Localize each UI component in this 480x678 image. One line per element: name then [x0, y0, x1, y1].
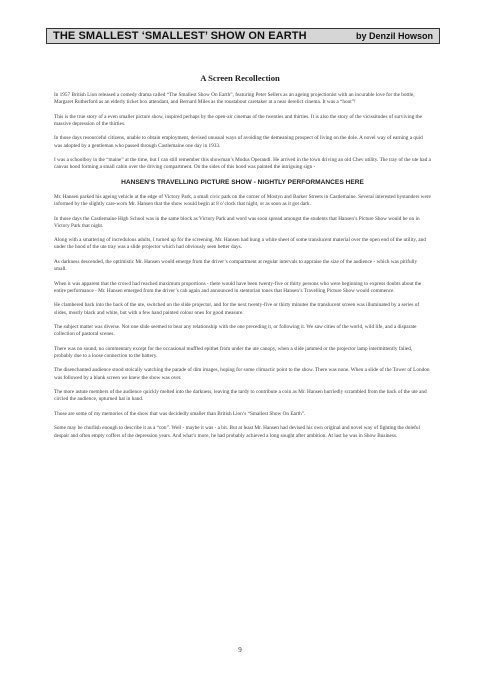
paragraph: The disenchanted audience stood stoically watching the parade of dim images, hoping for some climactic point to the show. There was none. When a slide of the Tower of London was followed by a blank screen we knew the show was over.: [54, 367, 430, 381]
paragraph: The more astute members of the audience quickly melted into the darkness, leaving the tardy to contribute a coin as Mr. Hansen hurriedly scrambled from the back of the ute and circled the audience, upturned hat in hand.: [54, 389, 427, 403]
paragraph: As darkness descended, the optimistic Mr. Hansen would emerge from the driver’s compartment at regular intervals to appraise the size of the audience - which was pitifully small.: [54, 258, 418, 273]
article-header-box: [46, 28, 440, 44]
paragraph: He clambered back into the back of the ute, switched on the slide projector, and for the next twenty-five or thirty minutes the translucent screen was illuminated by a series of slides, mostly black and white, but with a few hand painted colour ones for good measure.: [54, 302, 420, 316]
section-heading: HANSEN’S TRAVELLING PICTURE SHOW - NIGHTLY PERFORMANCES HERE: [121, 178, 364, 186]
paragraph: Those are some of my memories of the show that was decidedly smaller than British Lion’s “Smallest Show On Earth”.: [54, 410, 306, 417]
paragraph: This is the true story of a even smaller picture show, inspired perhaps by the open-air cinemas of the twenties and thirties. It is also the story of the vicissitudes of surviving the massive depression of the thirties.: [54, 113, 422, 127]
article-subtitle: A Screen Recollection: [200, 73, 280, 83]
paragraph: I was a schoolboy in the “maine” at the time, but I can still remember this showman’s Modus Operandi. He arrived in the town driving an old Chev utility. The tray of the ute had a canvas hood forming a small cabin over the driving compartment. On the sides of this hood was painted the intriguing sign -: [54, 157, 431, 171]
paragraph: Some may be churlish enough to describe it as a “con”. Well - maybe it was - a bit. But at least Mr. Hansen had devised his own original and novel way of fighting the doleful despair and often empty coffers of the depression years. And what’s more, he had probably achieved a long sought after ambition. At last he was in Show Business.: [54, 425, 421, 439]
paragraph: When it was apparent that the crowd had reached maximum proportions - there would have been twenty-five or thirty persons who were beginning to express doubts about the entire performance - Mr. Hansen emerged from the driver’s cab again and announced in stentorian tones that Hansen’s Travelling Picture Show would commence.: [54, 280, 422, 294]
paragraph: In 1957 British Lion released a comedy drama called “The Smallest Show On Earth”, featuring Peter Sellers as an ageing projectionist with an incurable love for the bottle, Margaret Rutherford as an elderly ticket box attendant, and Bernard Miles as the roustabout caretaker at a near derelict cinema. It was a “hoot”!: [54, 92, 415, 106]
paragraph: In those days the Castlemaine High School was in the same block as Victory Park and word was soon spread amongst the students that Hansen’s Picture Show would be on in Victory Park that night.: [54, 215, 420, 229]
paragraph: The subject matter was diverse. Not one slide seemed to bear any relationship with the one preceding it, or following it. We saw cities of the world, wild life, and a disparate collection of pastoral scenes.: [54, 324, 417, 338]
article-body: [54, 92, 431, 447]
paragraph: Along with a smattering of incredulous adults, I turned up for the screening. Mr. Hansen had hung a white sheet of some translucent material over the open end of the utility, and under the hood of the ute tray was a slide projector which had obviously seen better days.: [54, 237, 426, 251]
article-byline: by Denzil Howson: [355, 31, 433, 41]
article-title: THE SMALLEST ‘SMALLEST’ SHOW ON EARTH: [53, 30, 307, 42]
paragraph: There was no sound, no commentary except for the occasional muffled epithet from under the ute canopy, when a slide jammed or the projector lamp intermittently failed, probably due to a loose connection to the battery.: [54, 345, 413, 359]
paragraph: In those days resourceful citizens, unable to obtain employment, devised unusual ways of avoiding the demeaning prospect of living on the dole. A novel way of earning a quid was adopted by a gentleman who passed through Castlemaine one day in 1933.: [54, 135, 423, 149]
paragraph: Mr. Hansen parked his ageing vehicle at the edge of Victory Park, a small civic park on the corner of Mostyn and Barker Streets in Castlemaine. Several interested bystanders were informed by the slightly care-worn Mr. Hansen that the show would begin at 8 o’clock that night, or as soon as it got dark.: [54, 193, 431, 208]
page-number: 9: [238, 646, 242, 654]
